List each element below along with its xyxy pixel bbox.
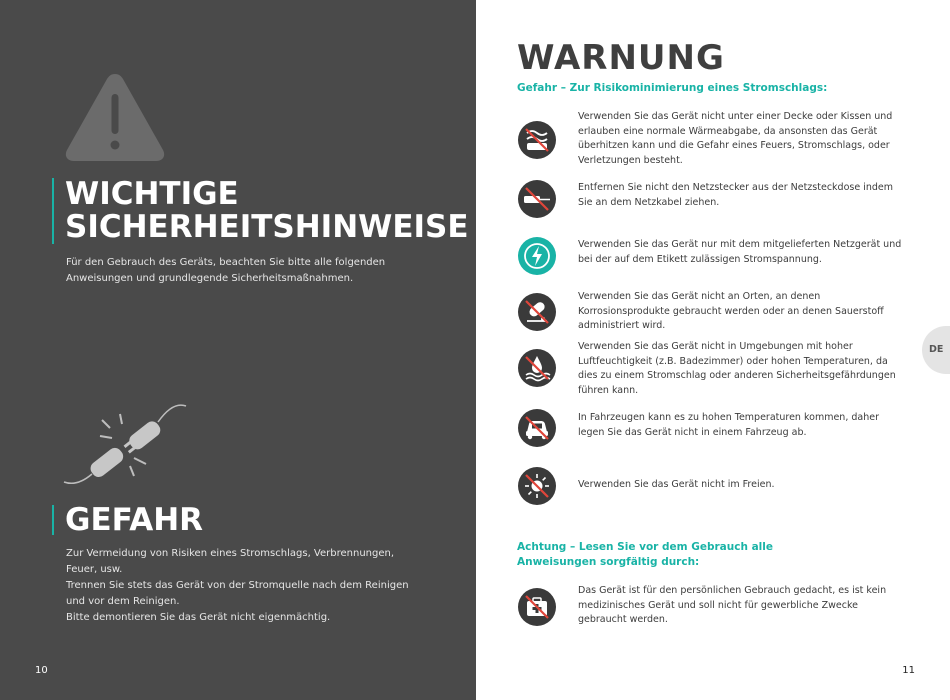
attention-text-medical: Das Gerät ist für den persönlichen Gebrauch gedacht, es ist kein medizinisches Gerät und soll nicht für gewerbliche Zwecke gebraucht werden. — [578, 585, 887, 625]
no-pull-cable-icon — [517, 179, 557, 219]
warning-item-car — [517, 411, 917, 451]
important-safety-title — [52, 178, 469, 244]
intro-text: Für den Gebrauch des Geräts, beachten Sie bitte alle folgenden Anweisungen und grundlegende Sicherheitsmaßnahmen. — [66, 257, 386, 284]
right-page — [476, 0, 950, 700]
no-oxygen-icon — [517, 292, 557, 332]
danger-line-3: Bitte demontieren Sie das Gerät nicht eigenmächtig. — [66, 612, 331, 623]
warning-text-oxygen: Verwenden Sie das Gerät nicht an Orten, an denen Korrosionsprodukte gebraucht werden oder an denen Sauerstoff administriert wird. — [578, 291, 884, 331]
title-line-1: WICHTIGE — [65, 176, 239, 212]
no-humidity-icon — [517, 348, 557, 388]
danger-text — [66, 546, 426, 626]
warning-text-pull-cable: Entfernen Sie nicht den Netzstecker aus der Netzsteckdose indem Sie an dem Netzkabel ziehen. — [578, 182, 893, 208]
unplugged-cable-icon — [60, 400, 190, 490]
no-outdoor-icon — [517, 466, 557, 506]
warning-item-cover — [517, 110, 917, 170]
warning-item-adapter — [517, 238, 917, 278]
warning-heading: WARNUNG — [517, 38, 725, 78]
warning-item-outdoor — [517, 478, 917, 518]
title-line-2: SICHERHEITSHINWEISE — [65, 208, 469, 245]
warning-text-car: In Fahrzeugen kann es zu hohen Temperaturen kommen, daher legen Sie das Gerät nicht in einem Fahrzeug ab. — [578, 412, 879, 438]
warning-item-humidity — [517, 340, 917, 400]
warning-text-outdoor: Verwenden Sie das Gerät nicht im Freien. — [578, 479, 775, 490]
language-tab[interactable]: DE — [922, 326, 950, 374]
warning-text-cover: Verwenden Sie das Gerät nicht unter einer Decke oder Kissen und erlauben eine normale Wärmeabgabe, da ansonsten das Gerät überhitzen kann und die Gefahr eines Feuers, Stromschlags, oder Verletzungen besteht. — [578, 111, 893, 166]
warning-item-pull-cable — [517, 181, 917, 221]
warning-text-adapter: Verwenden Sie das Gerät nur mit dem mitgelieferten Netzgerät und bei der auf dem Etikett zulässigen Stromspannung. — [578, 239, 902, 265]
warning-triangle-icon — [64, 70, 166, 164]
warning-text-humidity: Verwenden Sie das Gerät nicht in Umgebungen mit hoher Luftfeuchtigkeit (z.B. Badezimmer) oder hohen Temperaturen, da dies zu einem Stromschlag oder anderen Sicherheitsgefährdungen führen kann. — [578, 341, 896, 396]
warning-item-oxygen — [517, 290, 917, 334]
power-adapter-icon — [517, 236, 557, 276]
danger-line-2: Trennen Sie stets das Gerät von der Stromquelle nach dem Reinigen und vor dem Reinigen. — [66, 580, 409, 607]
page-number-left: 10 — [35, 665, 48, 676]
no-car-icon — [517, 408, 557, 448]
no-medical-icon — [517, 587, 557, 627]
no-cover-icon — [517, 120, 557, 160]
page-number-right: 11 — [902, 665, 915, 676]
danger-subheading: Gefahr – Zur Risikominimierung eines Stromschlags: — [517, 82, 828, 94]
danger-line-1: Zur Vermeidung von Risiken eines Stromschlags, Verbrennungen, Feuer, usw. — [66, 548, 395, 575]
attention-item-medical — [517, 584, 917, 634]
danger-title: GEFAHR — [52, 505, 203, 535]
attention-subheading: Achtung – Lesen Sie vor dem Gebrauch alle Anweisungen sorgfältig durch: — [517, 541, 774, 568]
